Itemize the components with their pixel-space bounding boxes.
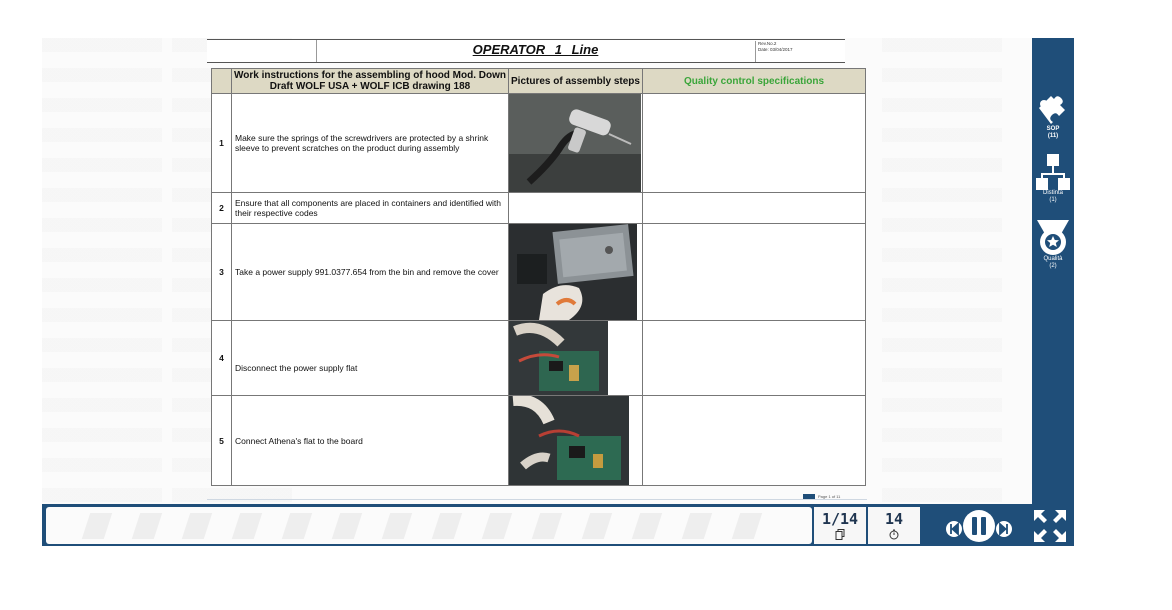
step-photo [509, 224, 643, 321]
instructions-table [211, 68, 866, 486]
step-photo [509, 94, 643, 193]
copy-icon [814, 529, 866, 544]
playback-controls [944, 509, 1014, 543]
sidebar-item-label: Distinta [1042, 190, 1063, 196]
right-sidebar [1032, 38, 1074, 546]
hierarchy-icon [1035, 154, 1071, 190]
sidebar-item-qualita[interactable] [1032, 220, 1074, 270]
step-number: 3 [212, 224, 232, 321]
quality-spec [643, 224, 866, 321]
table-row [212, 94, 866, 193]
revision-info [755, 41, 848, 62]
table-row [212, 224, 866, 321]
table-header-row [212, 69, 866, 94]
quality-spec [643, 396, 866, 486]
power-supply-photo [509, 224, 637, 320]
sidebar-item-distinta[interactable] [1032, 154, 1074, 204]
step-number: 1 [212, 94, 232, 193]
puzzle-icon [1035, 90, 1071, 126]
sidebar-item-sop[interactable] [1032, 90, 1074, 140]
header-instructions: Work instructions for the assembling of hood Mod. Down Draft WOLF USA + WOLF ICB drawing 188 [232, 69, 509, 94]
revision-date: Date: 03/04/2017 [758, 47, 793, 52]
prev-pause-next-icon [944, 509, 1014, 543]
bottom-toolbar [42, 504, 1074, 546]
quality-spec [643, 94, 866, 193]
page-footer [803, 494, 840, 499]
fullscreen-icon [1032, 508, 1068, 544]
page-header [207, 39, 845, 63]
disconnect-flat-photo [509, 321, 608, 395]
sidebar-item-count: (2) [1049, 263, 1057, 269]
revision-number: Rev.No.2 [758, 41, 777, 46]
step-number: 5 [212, 396, 232, 486]
sidebar-item-count: (1) [1049, 197, 1057, 203]
screwdriver-photo [509, 94, 641, 192]
table-row [212, 321, 866, 396]
sidebar-item-count: (11) [1047, 133, 1059, 139]
timer-value: 14 [884, 510, 904, 528]
step-text: Make sure the springs of the screwdrivers are protected by a shrink sleeve to prevent scratches on the product during assembly [232, 94, 509, 193]
step-photo [509, 321, 643, 396]
timer[interactable] [868, 507, 920, 544]
step-text: Take a power supply 991.0377.654 from the bin and remove the cover [232, 224, 509, 321]
step-number: 2 [212, 193, 232, 224]
page-number-text: Page 1 of 11 [818, 494, 841, 499]
step-text: Disconnect the power supply flat [232, 321, 509, 396]
timer-icon [868, 529, 920, 544]
thumbnail-strip[interactable] [46, 507, 812, 544]
page-counter-value: 1/14 [821, 510, 859, 528]
page-divider [207, 499, 867, 500]
connect-flat-photo [509, 396, 629, 485]
page-counter[interactable] [814, 507, 866, 544]
quality-spec [643, 193, 866, 224]
page-title: OPERATOR 1 Line [472, 42, 599, 57]
company-logo [803, 494, 815, 499]
step-text: Ensure that all components are placed in containers and identified with their respective codes [232, 193, 509, 224]
table-row [212, 193, 866, 224]
quality-spec [643, 321, 866, 396]
medal-icon [1035, 220, 1071, 256]
step-photo [509, 193, 643, 224]
fullscreen-button[interactable] [1032, 508, 1068, 544]
sidebar-item-label: SOP [1046, 126, 1060, 132]
step-photo [509, 396, 643, 486]
header-quality: Quality control specifications [643, 69, 866, 94]
step-number: 4 [212, 321, 232, 396]
sidebar-item-label: Qualità [1043, 256, 1063, 262]
step-text: Connect Athena's flat to the board [232, 396, 509, 486]
table-row [212, 396, 866, 486]
header-pictures: Pictures of assembly steps [509, 69, 643, 94]
